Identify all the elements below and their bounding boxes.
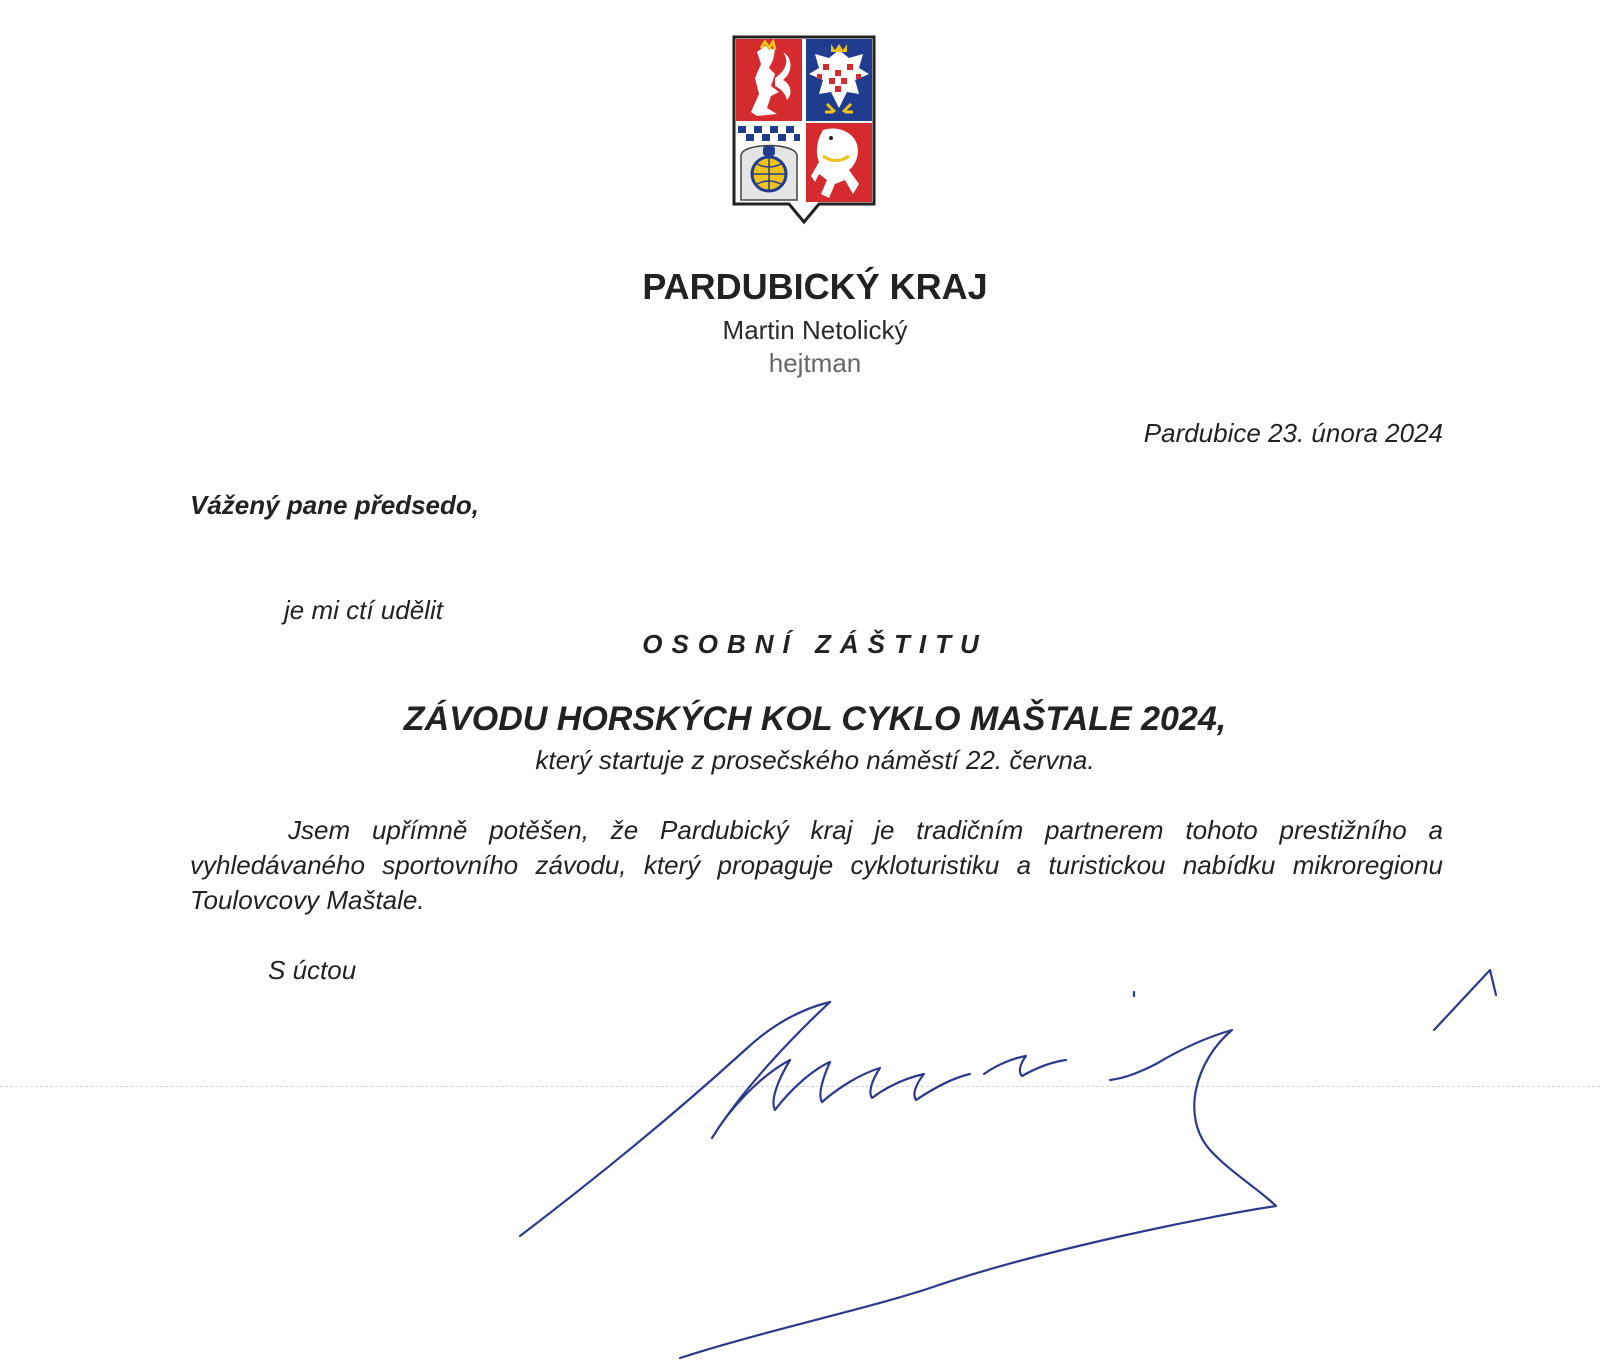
event-detail: který startuje z prosečského náměstí 22. června. <box>535 745 1095 775</box>
sender-role: hejtman <box>768 348 862 378</box>
body-paragraph: Jsem upřímně potěšen, že Pardubický kraj je tradičním partnerem tohoto prestižního a vyhledávaného sportovního závodu, který propaguje cykloturistiku a turistickou nabídku mikroregionu Toulovcovy Maštale. <box>190 815 1443 915</box>
coat-of-arms-icon <box>731 34 877 226</box>
sender-name: Martin Netolický <box>722 315 908 345</box>
intro-line: je mi ctí udělit <box>284 595 443 625</box>
event-title: ZÁVODU HORSKÝCH KOL CYKLO MAŠTALE 2024, <box>403 700 1227 738</box>
patronage-heading: OSOBNÍ ZÁŠTITU <box>642 629 988 659</box>
place-and-date: Pardubice 23. února 2024 <box>1143 418 1443 448</box>
closing: S úctou <box>268 955 357 985</box>
salutation: Vážený pane předsedo, <box>190 490 479 520</box>
paper-fold-line <box>0 1086 1600 1087</box>
organization-name: PARDUBICKÝ KRAJ <box>642 266 988 307</box>
